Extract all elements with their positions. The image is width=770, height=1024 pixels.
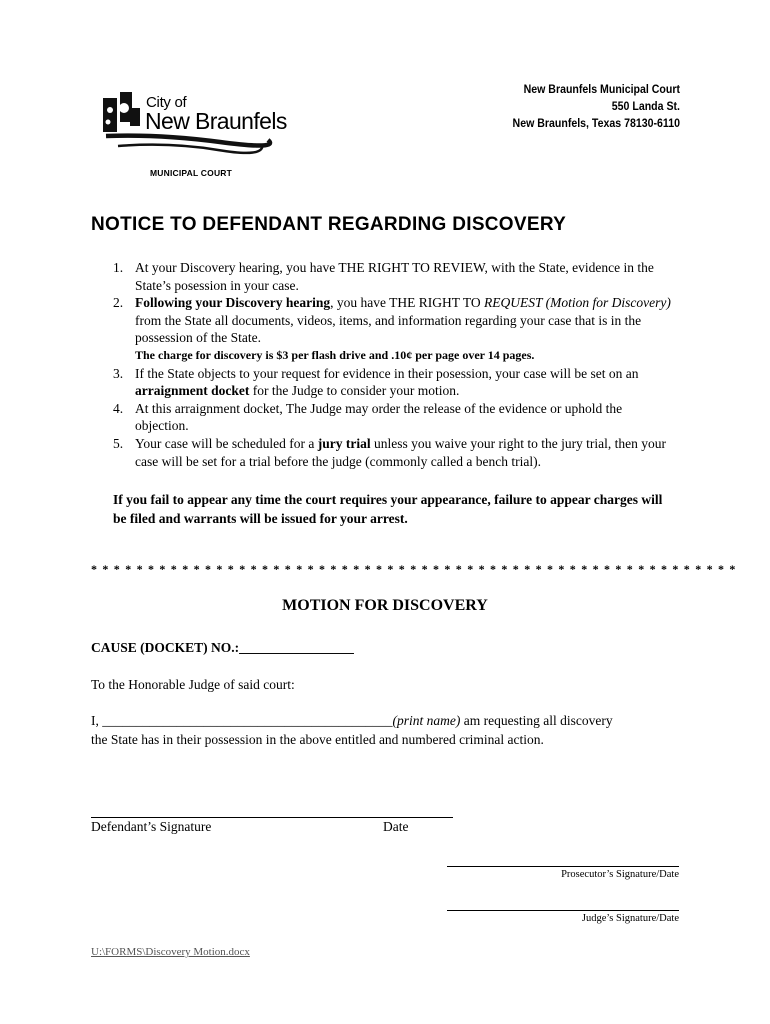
item-text: If the State objects to your request for evidence in their posession, your case will be set on an (135, 365, 639, 381)
notice-title: NOTICE TO DEFENDANT REGARDING DISCOVERY (91, 214, 567, 235)
request-statement (91, 711, 681, 749)
prosecutor-signature-label: Prosecutor’s Signature/Date (561, 869, 679, 880)
defendant-signature-line[interactable] (91, 817, 453, 818)
motion-title: MOTION FOR DISCOVERY (282, 597, 488, 614)
discovery-charge-note: The charge for discovery is $3 per flash drive and .10¢ per page over 14 pages. (135, 347, 535, 362)
list-item (113, 365, 678, 400)
defendant-signature-label: Defendant’s Signature (91, 819, 212, 834)
list-item (113, 435, 678, 470)
item-number: 5. (113, 435, 124, 451)
statement-text: am requesting all discovery (460, 713, 613, 728)
item-bold: jury trial (317, 435, 371, 451)
judge-signature-label: Judge’s Signature/Date (581, 913, 679, 924)
list-item (113, 259, 678, 294)
cause-number (91, 640, 354, 656)
item-text: unless you waive your right to the jury trial, then your case will be set for a trial before the judge (commonly called a bench trial). (135, 435, 667, 469)
logo-city-of: City of (146, 94, 187, 111)
date-label: Date (383, 819, 409, 834)
prosecutor-signature-line[interactable] (447, 866, 679, 867)
item-text: , you have THE RIGHT TO (330, 295, 484, 311)
statement-prefix: I, (91, 713, 103, 728)
item-number: 3. (113, 365, 124, 381)
judge-signature-line[interactable] (447, 910, 679, 911)
item-text: At this arraignment docket, The Judge may order the release of the evidence or uphold the objection. (135, 400, 623, 434)
item-text: At your Discovery hearing, you have THE RIGHT TO REVIEW, with the State, evidence in the State’s posession in your case. (135, 260, 654, 293)
item-text: from the State all documents, videos, items, and information regarding your case that is in the possession of the State. (135, 312, 642, 346)
cause-number-field[interactable]: _________________ (239, 640, 354, 655)
file-path-footer: U:\FORMS\Discovery Motion.docx (91, 946, 250, 958)
notice-list (113, 259, 678, 470)
address-line-3: New Braunfels, Texas 78130-6110 (512, 118, 680, 130)
print-name-field[interactable]: ___________________________________________ (102, 713, 393, 728)
item-bold-lead: Following your Discovery hearing (135, 295, 331, 311)
logo-court-label: MUNICIPAL COURT (150, 168, 233, 178)
failure-to-appear-warning: If you fail to appear any time the court requires your appearance, failure to appear charges will be filed and warrants will be issued for your arrest. (113, 492, 663, 526)
address-line-1: New Braunfels Municipal Court (523, 84, 680, 96)
print-name-hint: (print name) (392, 713, 461, 728)
list-item (113, 400, 678, 435)
item-number: 1. (113, 260, 124, 275)
logo-city-name: New Braunfels (145, 108, 287, 134)
item-text: Your case will be scheduled for a (135, 435, 318, 451)
address-line-2: 550 Landa St. (611, 101, 680, 113)
court-address (498, 82, 680, 133)
cause-label: CAUSE (DOCKET) NO.: (91, 640, 240, 655)
city-logo (100, 88, 300, 184)
item-text: for the Judge to consider your motion. (249, 383, 460, 399)
statement-text: the State has in their possession in the above entitled and numbered criminal action. (91, 732, 544, 747)
item-bold: arraignment docket (135, 383, 250, 399)
star-separator: * * * * * * * * * * * * * * * * * * * * * * * * * * * * * * * * * * * * * * * * * * * * * * * * * * * * * * * * * (91, 562, 737, 576)
item-number: 2. (113, 295, 124, 311)
item-italic: REQUEST (Motion for Discovery) (484, 295, 671, 311)
list-item (113, 294, 678, 364)
item-number: 4. (113, 400, 124, 416)
salutation: To the Honorable Judge of said court: (91, 677, 295, 692)
